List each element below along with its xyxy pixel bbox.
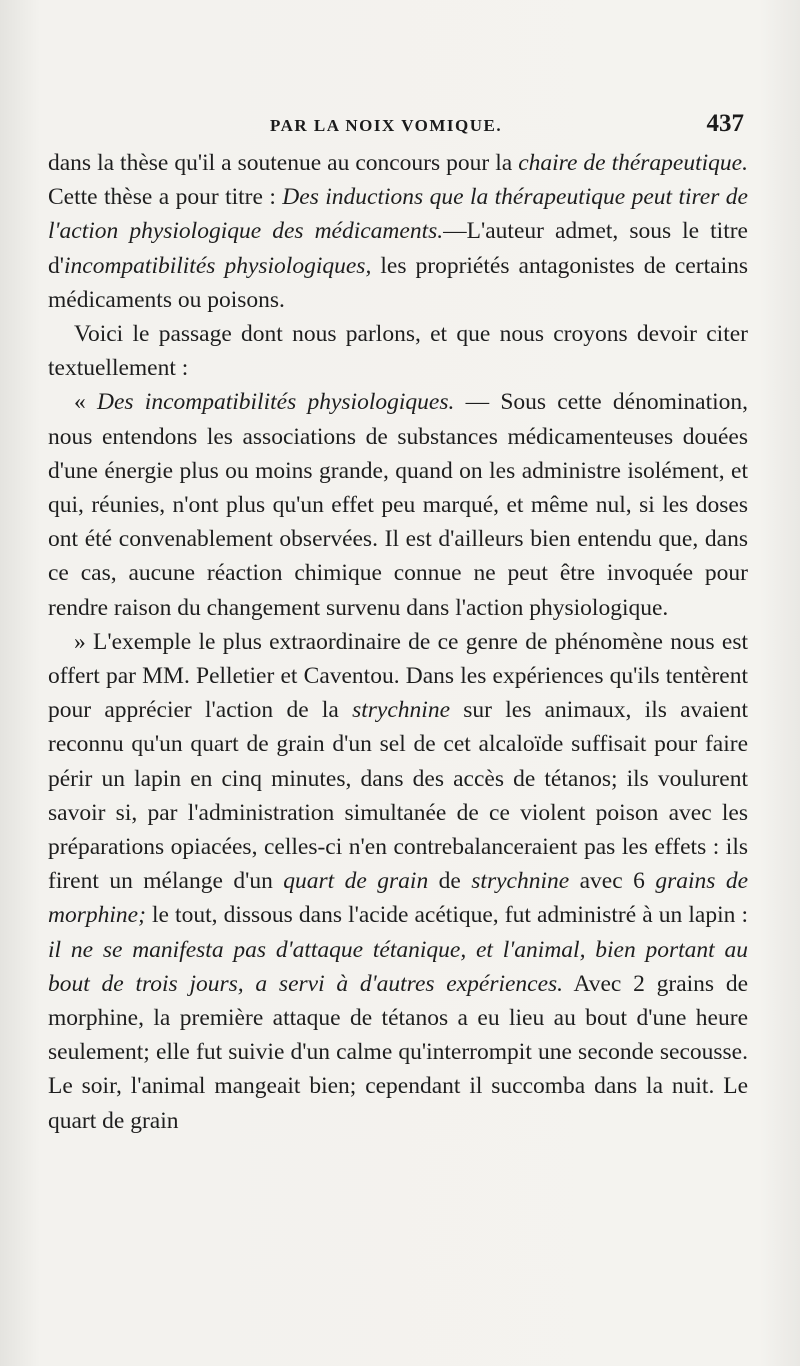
text-run: dans la thèse qu'il a soutenue au concours pour la bbox=[48, 150, 519, 176]
italic-text-run: il ne se manifesta pas d'attaque tétanique, et l'animal, bien portant au bout de trois jours, a servi à d'autres expériences. bbox=[48, 936, 748, 997]
italic-text-run: incompatibilités physiologiques, bbox=[63, 252, 372, 279]
text-run: — Sous cette dénomination, nous entendons les associations de substances médicamenteuses douées d'une énergie plus ou moins grande, quand on les administre isolément, et qui, réunies, n'ont plus qu'un effet peu marqué, et même nul, si les doses ont été convenablement observées. Il est d'ailleurs bien entendu que, dans ce cas, aucune réaction chimique connue ne peut être invoquée pour rendre raison du changement survenu dans l'action physiologique. bbox=[48, 389, 749, 621]
text-run: Cette thèse a pour titre : bbox=[48, 184, 283, 211]
page-number: 437 bbox=[706, 110, 744, 137]
running-head: PAR LA NOIX VOMIQUE. bbox=[270, 116, 503, 135]
text-run: Avec 2 grains de morphine, la première attaque de tétanos a eu lieu au bout d'une heure seulement; elle fut suivie d'un calme qu'interrompit une seconde secousse. Le soir, l'animal mangeait bien; cependant il succomba dans la nuit. Le quart de grain bbox=[48, 970, 748, 1134]
text-run: » L'exemple le plus extraordinaire de ce genre de phénomène nous est offert par MM. Pelletier et Caventou. Dans les expériences qu'ils tentèrent pour apprécier l'action de la bbox=[48, 628, 748, 724]
italic-text-run: strychnine bbox=[471, 868, 570, 895]
text-run: le tout, dissous dans l'acide acétique, fut administré à un lapin : bbox=[145, 902, 748, 929]
body-text bbox=[48, 146, 748, 1138]
paragraph-quote-example bbox=[48, 625, 748, 1138]
paragraph-quote-definition bbox=[48, 385, 748, 624]
paragraph-continuation bbox=[48, 146, 748, 317]
page-header bbox=[0, 110, 800, 144]
italic-text-run: grains de morphine; bbox=[48, 868, 749, 929]
text-run: « bbox=[74, 389, 97, 416]
italic-text-run: Des inductions que la thérapeutique peut tirer de l'action physiologique des médicaments. bbox=[48, 184, 748, 245]
text-run: Voici le passage dont nous parlons, et que nous croyons devoir citer textuellement : bbox=[48, 321, 748, 382]
italic-text-run: strychnine bbox=[352, 697, 450, 724]
text-run: sur les animaux, ils avaient reconnu qu'un quart de grain d'un sel de cet alcaloïde suffisait pour faire périr un lapin en cinq minutes, dans des accès de tétanos; ils voulurent savoir si, par l'administration simultanée de ce violent poison avec les préparations opiacées, celles-ci n'en contrebalanceraient pas les effets : ils firent un mélange d'un bbox=[48, 697, 748, 895]
italic-text-run: Des incompatibilités physiologiques. bbox=[97, 389, 455, 416]
italic-text-run: quart de grain bbox=[283, 868, 429, 895]
text-run: de bbox=[428, 868, 472, 895]
text-run: les propriétés antagonistes de certains médicaments ou poisons. bbox=[48, 252, 749, 313]
text-run: —L'auteur admet, sous le titre d' bbox=[48, 218, 748, 279]
text-run: avec 6 bbox=[569, 868, 656, 895]
italic-text-run: chaire de thérapeutique. bbox=[518, 150, 748, 176]
paragraph-intro-quote bbox=[48, 317, 748, 385]
